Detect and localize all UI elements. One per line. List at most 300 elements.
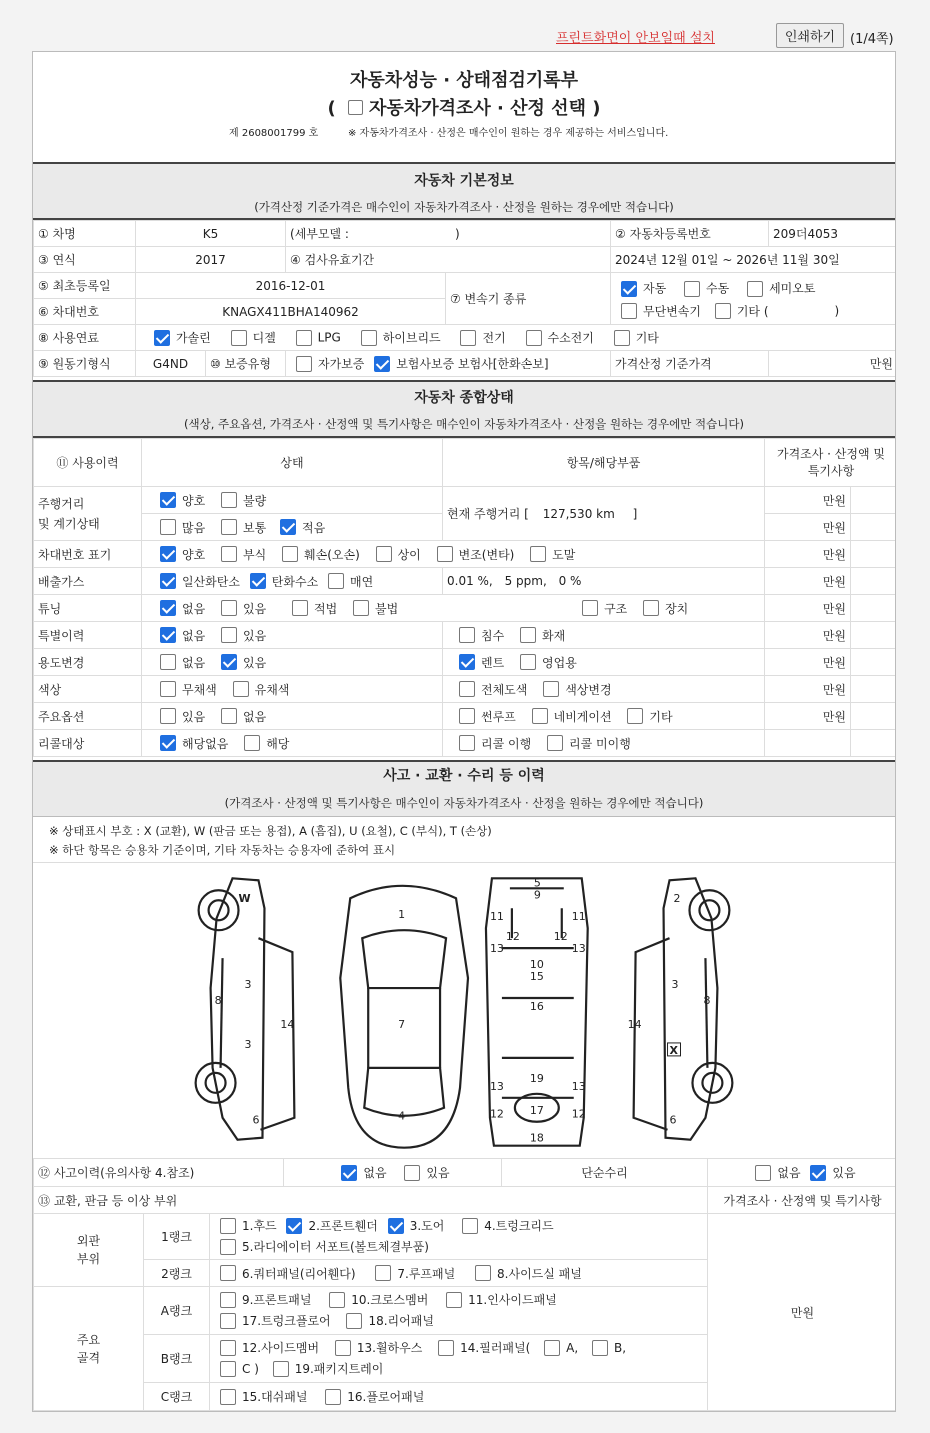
gas-ppm: 5 ppm, xyxy=(504,574,547,588)
tuning-unit: 만원 xyxy=(765,595,851,622)
tuning-illegal-checkbox[interactable] xyxy=(353,600,369,616)
parts-note: 가격조사 · 산정액 및 특기사항 xyxy=(708,1187,897,1214)
status-heading: 자동차 종합상태 xyxy=(414,390,514,406)
flood-label: 침수 xyxy=(481,628,505,643)
col-price xyxy=(765,439,897,487)
engine-label: ⑨ 원동기형식 xyxy=(34,351,136,377)
basic-heading: 자동차 기본정보 xyxy=(414,173,514,189)
name-label: ① 차명 xyxy=(34,221,136,247)
special-none-label: 없음 xyxy=(182,628,206,643)
mileage-value xyxy=(443,487,765,541)
usage-detail xyxy=(443,649,765,676)
trans-semi-label: 세미오토 xyxy=(769,281,816,296)
label-6-left: 6 xyxy=(252,1113,260,1127)
first-reg-label: ⑤ 최초등록일 xyxy=(34,273,136,299)
basic-info-table xyxy=(33,220,896,377)
mileage-normal-checkbox[interactable] xyxy=(221,519,237,535)
outer-b: 부위 xyxy=(76,1252,101,1266)
radiator-support-checkbox[interactable] xyxy=(220,1239,236,1255)
pillar-a-label: A, xyxy=(566,1340,579,1355)
fuel-lpg-label: LPG xyxy=(317,330,341,345)
warranty-self-label: 자가보증 xyxy=(318,357,365,371)
option-no-label: 없음 xyxy=(243,709,267,724)
mark-w: W xyxy=(238,892,251,906)
side-member-checkbox[interactable] xyxy=(220,1340,236,1356)
warranty-insurer-checkbox[interactable] xyxy=(374,356,390,372)
side-sill-checkbox[interactable] xyxy=(475,1265,491,1281)
usage-none-checkbox[interactable] xyxy=(160,654,176,670)
title-line2-text: 자동차가격조사 · 산정 선택 xyxy=(369,98,586,119)
pillar-panel-checkbox[interactable] xyxy=(438,1340,454,1356)
trans-cvt-label: 무단변속기 xyxy=(643,304,701,318)
tuning-options xyxy=(142,595,765,622)
option-yes-label: 있음 xyxy=(182,709,206,724)
recall-done-checkbox[interactable] xyxy=(459,735,475,751)
tuning-device-checkbox[interactable] xyxy=(643,600,659,616)
usage-options xyxy=(142,649,443,676)
label-5: 5 xyxy=(533,876,541,890)
frame-b: 골격 xyxy=(76,1350,101,1365)
paren-open: ( xyxy=(327,98,336,119)
reg-number: 209더4053 xyxy=(769,221,896,247)
print-bar xyxy=(30,20,896,50)
label-13-c: 13 xyxy=(489,1079,504,1093)
label-11-a: 11 xyxy=(489,910,504,924)
color-change-label: 색상변경 xyxy=(565,682,612,697)
detail-model xyxy=(286,221,611,247)
pillar-c-label: C ) xyxy=(242,1361,259,1376)
cross-member-checkbox[interactable] xyxy=(329,1292,345,1308)
mileage-bad-label: 불량 xyxy=(243,493,267,508)
trans-etc-close: ) xyxy=(834,304,840,318)
fuel-electric-label: 전기 xyxy=(482,331,506,345)
doc-title xyxy=(33,66,895,120)
label-19: 19 xyxy=(529,1071,544,1085)
front-panel-checkbox[interactable] xyxy=(220,1292,236,1308)
front-fender-label: 2.프론트휀더 xyxy=(308,1218,378,1233)
rank1-label: 1랭크 xyxy=(144,1214,210,1260)
divider xyxy=(33,862,895,863)
roof-panel-label: 7.루프패널 xyxy=(397,1266,456,1281)
col-price-b: 특기사항 xyxy=(807,463,855,478)
trans-auto-label: 자동 xyxy=(643,281,667,296)
rankA-options xyxy=(210,1287,708,1335)
doc-number: 제 2608001799 호 xyxy=(229,128,319,139)
accident-hist-label: ⑫ 사고이력(유의사항 4.참조) xyxy=(34,1159,284,1187)
chromatic-label: 유채색 xyxy=(254,682,290,697)
option-label: 주요옵션 xyxy=(34,703,142,730)
accident-heading: 사고 · 교환 · 수리 등 이력 xyxy=(383,768,545,784)
gas-hc-label: 탄화수소 xyxy=(271,574,319,589)
business-label: 영업용 xyxy=(542,655,577,670)
tuning-none-label: 없음 xyxy=(182,601,206,616)
trans-etc-checkbox[interactable] xyxy=(715,303,731,319)
status-header xyxy=(33,382,895,436)
label-10: 10 xyxy=(529,958,544,972)
usage-label: 용도변경 xyxy=(34,649,142,676)
option-options xyxy=(142,703,443,730)
doc-note: ※ 자동차가격조사 · 산정은 매수인이 원하는 경우 제공하는 서비스입니다. xyxy=(348,128,669,139)
label-13-d: 13 xyxy=(571,1079,586,1093)
inside-panel-label: 11.인사이드패널 xyxy=(468,1292,557,1307)
door-checkbox[interactable] xyxy=(388,1218,404,1234)
divider xyxy=(33,816,895,817)
first-reg: 2016-12-01 xyxy=(136,273,446,299)
recall-yes-checkbox[interactable] xyxy=(244,735,260,751)
tuning-struct-label: 구조 xyxy=(604,601,628,616)
special-options xyxy=(142,622,443,649)
car-diagram xyxy=(33,868,895,1158)
parts-price-unit: 만원 xyxy=(708,1214,897,1411)
mileage-unit-2: 만원 xyxy=(765,514,851,541)
trans-cvt-checkbox[interactable] xyxy=(621,303,637,319)
fuel-hybrid-checkbox[interactable] xyxy=(361,330,377,346)
rent-checkbox[interactable] xyxy=(459,654,475,670)
car-top-body xyxy=(340,886,468,1148)
color-detail xyxy=(443,676,765,703)
fuel-gasoline-checkbox[interactable] xyxy=(154,330,170,346)
fuel-diesel-checkbox[interactable] xyxy=(231,330,247,346)
vin-damage-checkbox[interactable] xyxy=(282,546,298,562)
mileage-amount xyxy=(142,514,443,541)
label-3-left-a: 3 xyxy=(244,978,252,992)
label-12-d: 12 xyxy=(571,1107,586,1121)
tuning-yes-checkbox[interactable] xyxy=(221,600,237,616)
vin-rust-checkbox[interactable] xyxy=(221,546,237,562)
car-top-windshield xyxy=(362,930,446,988)
fire-checkbox[interactable] xyxy=(520,627,536,643)
mileage-good-checkbox[interactable] xyxy=(160,492,176,508)
option-yes-checkbox[interactable] xyxy=(160,708,176,724)
mark-x: X xyxy=(669,1043,678,1057)
vin-good-checkbox[interactable] xyxy=(160,546,176,562)
car-right-side-sill xyxy=(705,958,707,1068)
legend-basis: ※ 하단 항목은 승용차 기준이며, 기타 자동차는 승용자에 준하여 표시 xyxy=(49,843,396,857)
recall-label: 리콜대상 xyxy=(34,730,142,757)
pillar-panel-label: 14.필러패널( xyxy=(460,1340,531,1355)
label-1: 1 xyxy=(398,908,406,922)
fuel-hydrogen-checkbox[interactable] xyxy=(526,330,542,346)
option-no-checkbox[interactable] xyxy=(221,708,237,724)
inspection-record xyxy=(32,51,896,1412)
detail-model-label: (세부모델 : xyxy=(290,227,349,241)
vin-diff-checkbox[interactable] xyxy=(376,546,392,562)
special-detail xyxy=(443,622,765,649)
side-member-label: 12.사이드멤버 xyxy=(242,1340,320,1355)
vin-label: ⑥ 차대번호 xyxy=(34,299,136,325)
car-left-side-sill xyxy=(221,958,223,1068)
mileage-many-label: 많음 xyxy=(182,520,206,535)
gas-unit: 만원 xyxy=(765,568,851,595)
fuel-etc-checkbox[interactable] xyxy=(614,330,630,346)
front-panel-label: 9.프론트패널 xyxy=(242,1292,312,1307)
fuel-options xyxy=(136,325,897,351)
year-label: ③ 연식 xyxy=(34,247,136,273)
tuning-struct-checkbox[interactable] xyxy=(582,600,598,616)
car-right-front-hub xyxy=(699,900,719,920)
col-items: 항목/해당부품 xyxy=(443,439,765,487)
accident-yes-label: 있음 xyxy=(426,1166,450,1180)
frame-a: 주요 xyxy=(76,1332,101,1347)
usage-yes-checkbox[interactable] xyxy=(221,654,237,670)
tuning-legal-label: 적법 xyxy=(314,601,338,616)
label-8-right: 8 xyxy=(703,994,711,1008)
mileage-low-label: 적음 xyxy=(302,520,326,535)
special-yes-label: 있음 xyxy=(243,628,267,643)
warranty-label: ⑩ 보증유형 xyxy=(206,351,286,377)
quarter-panel-checkbox[interactable] xyxy=(220,1265,236,1281)
gas-hc-checkbox[interactable] xyxy=(250,573,266,589)
accident-none-checkbox[interactable] xyxy=(341,1165,357,1181)
price-survey-checkbox[interactable] xyxy=(348,100,363,115)
warranty-self-checkbox[interactable] xyxy=(296,356,312,372)
floor-panel-label: 16.플로어패널 xyxy=(347,1390,425,1404)
trans-semi-checkbox[interactable] xyxy=(747,281,763,297)
sunroof-checkbox[interactable] xyxy=(459,708,475,724)
main-frame-label xyxy=(34,1287,144,1411)
rankA-label: A랭크 xyxy=(144,1287,210,1335)
trunk-floor-label: 17.트렁크플로어 xyxy=(242,1313,331,1328)
achromatic-checkbox[interactable] xyxy=(160,681,176,697)
label-6-right: 6 xyxy=(669,1113,677,1127)
mileage-low-checkbox[interactable] xyxy=(280,519,296,535)
detail-close: ) xyxy=(454,227,460,241)
label-16: 16 xyxy=(529,1000,544,1014)
label-3-right: 3 xyxy=(671,978,679,992)
rear-panel-label: 18.리어패널 xyxy=(368,1313,434,1328)
mileage: 127,530 km xyxy=(542,507,615,521)
print-install-link[interactable]: 프린트화면이 안보일때 설치 xyxy=(556,31,715,46)
simple-none-label: 없음 xyxy=(777,1166,801,1180)
gas-options xyxy=(142,568,443,595)
rankB-label: B랭크 xyxy=(144,1335,210,1383)
mileage-bad-checkbox[interactable] xyxy=(221,492,237,508)
simple-yes-checkbox[interactable] xyxy=(810,1165,826,1181)
label-15: 15 xyxy=(529,970,544,984)
mileage-close: ] xyxy=(632,507,638,521)
rankB-options xyxy=(210,1335,708,1383)
insp-period: 2024년 12월 01일 ~ 2026년 11월 30일 xyxy=(611,247,896,273)
print-button[interactable]: 인쇄하기 xyxy=(776,23,844,48)
warranty-options xyxy=(286,351,611,377)
dash-panel-checkbox[interactable] xyxy=(220,1389,236,1405)
recall-notdone-label: 리콜 미이행 xyxy=(569,736,631,751)
vin-mark-options xyxy=(142,541,765,568)
rear-panel-checkbox[interactable] xyxy=(346,1313,362,1329)
roof-panel-checkbox[interactable] xyxy=(375,1265,391,1281)
label-7: 7 xyxy=(398,1017,406,1031)
trans-options xyxy=(611,273,896,325)
label-4: 4 xyxy=(398,1109,406,1123)
color-unit: 만원 xyxy=(765,676,851,703)
option-unit: 만원 xyxy=(765,703,851,730)
option-etc-checkbox[interactable] xyxy=(627,708,643,724)
car-left-front-hub xyxy=(209,900,229,920)
rankC-options xyxy=(210,1383,708,1411)
pillar-b-checkbox[interactable] xyxy=(592,1340,608,1356)
color-label: 색상 xyxy=(34,676,142,703)
vin-altered-label: 변조(변타) xyxy=(458,547,515,562)
navigation-checkbox[interactable] xyxy=(532,708,548,724)
car-top-rear-window xyxy=(364,1068,444,1116)
recall-yes-label: 해당 xyxy=(266,736,290,751)
vin-smeared-label: 도말 xyxy=(552,547,576,562)
trans-etc-label: 기타 ( xyxy=(736,304,769,318)
status-table xyxy=(33,438,896,757)
simple-yes-label: 있음 xyxy=(832,1166,856,1180)
color-options xyxy=(142,676,443,703)
fuel-hydrogen-label: 수소전기 xyxy=(547,331,594,345)
gas-smoke-label: 매연 xyxy=(350,574,374,589)
accident-none-label: 없음 xyxy=(363,1166,387,1180)
reg-label: ② 자동차등록번호 xyxy=(611,221,769,247)
trans-label: ⑦ 변속기 종류 xyxy=(446,273,611,325)
legend-symbols: ※ 상태표시 부호 : X (교환), W (판금 또는 용접), A (흠집), U (요철), C (부식), T (손상) xyxy=(49,824,492,838)
mileage-normal-label: 보통 xyxy=(243,520,267,535)
mileage-label-b: 및 계기상태 xyxy=(38,516,100,531)
simple-repair-options xyxy=(708,1159,897,1187)
fuel-label: ⑧ 사용연료 xyxy=(34,325,136,351)
tuning-illegal-label: 불법 xyxy=(375,601,399,616)
front-fender-checkbox[interactable] xyxy=(286,1218,302,1234)
gas-values xyxy=(443,568,765,595)
tuning-device-label: 장치 xyxy=(665,601,689,616)
gas-co-checkbox[interactable] xyxy=(160,573,176,589)
fuel-etc-label: 기타 xyxy=(635,331,659,345)
package-tray-checkbox[interactable] xyxy=(273,1361,289,1377)
rankC-label: C랭크 xyxy=(144,1383,210,1411)
fire-label: 화재 xyxy=(542,628,566,643)
recall-na-label: 해당없음 xyxy=(182,736,229,751)
side-sill-label: 8.사이드실 패널 xyxy=(497,1266,582,1281)
vin-smeared-checkbox[interactable] xyxy=(530,546,546,562)
mileage-unit-1: 만원 xyxy=(765,487,851,514)
rent-label: 렌트 xyxy=(481,655,505,670)
page-indicator: (1/4쪽) xyxy=(850,32,894,47)
simple-none-checkbox[interactable] xyxy=(755,1165,771,1181)
car-left-front-wheel xyxy=(199,890,239,930)
achromatic-label: 무채색 xyxy=(182,682,217,697)
trans-manual-checkbox[interactable] xyxy=(684,281,700,297)
fuel-electric-checkbox[interactable] xyxy=(460,330,476,346)
vin-mark-label: 차대번호 표기 xyxy=(34,541,142,568)
chromatic-checkbox[interactable] xyxy=(233,681,249,697)
warranty-insurer-label: 보험사보증 보험사[한화손보] xyxy=(396,357,549,371)
vin-good-label: 양호 xyxy=(182,547,206,562)
label-11-b: 11 xyxy=(571,910,586,924)
label-9: 9 xyxy=(533,888,541,902)
label-13-a: 13 xyxy=(489,942,504,956)
pillar-a-checkbox[interactable] xyxy=(544,1340,560,1356)
car-right-front-wheel xyxy=(689,890,729,930)
label-12-b: 12 xyxy=(553,930,568,944)
basic-header xyxy=(33,164,895,218)
flood-checkbox[interactable] xyxy=(459,627,475,643)
business-checkbox[interactable] xyxy=(520,654,536,670)
gas-co-label: 일산화탄소 xyxy=(182,574,240,589)
vin-diff-label: 상이 xyxy=(397,547,421,562)
recall-detail xyxy=(443,730,765,757)
vin-altered-checkbox[interactable] xyxy=(437,546,453,562)
mileage-text: 현재 주행거리 [ xyxy=(447,507,529,521)
cross-member-label: 10.크로스멤버 xyxy=(351,1292,429,1307)
gas-smoke-checkbox[interactable] xyxy=(328,573,344,589)
usage-yes-label: 있음 xyxy=(243,655,267,670)
fuel-hybrid-label: 하이브리드 xyxy=(382,331,441,345)
price-label: 가격산정 기준가격 xyxy=(611,351,769,377)
color-change-checkbox[interactable] xyxy=(543,681,559,697)
hood-label: 1.후드 xyxy=(242,1218,277,1233)
vin-unit: 만원 xyxy=(765,541,851,568)
tuning-legal-checkbox[interactable] xyxy=(292,600,308,616)
mileage-good-label: 양호 xyxy=(182,493,206,508)
gas-label: 배출가스 xyxy=(34,568,142,595)
accident-yes-checkbox[interactable] xyxy=(404,1165,420,1181)
navigation-label: 네비게이션 xyxy=(553,709,612,724)
pillar-c-checkbox[interactable] xyxy=(220,1361,236,1377)
accident-header xyxy=(33,762,895,816)
legend xyxy=(49,822,492,860)
mileage-label xyxy=(34,487,142,541)
recall-notdone-checkbox[interactable] xyxy=(547,735,563,751)
label-13-b: 13 xyxy=(571,942,586,956)
price-unit: 만원 xyxy=(769,351,896,377)
outer-panel-label xyxy=(34,1214,144,1287)
inside-panel-checkbox[interactable] xyxy=(446,1292,462,1308)
year: 2017 xyxy=(136,247,286,273)
recall-na-checkbox[interactable] xyxy=(160,735,176,751)
option-detail xyxy=(443,703,765,730)
parts-label: ⑬ 교환, 판금 등 이상 부위 xyxy=(34,1187,708,1214)
full-paint-checkbox[interactable] xyxy=(459,681,475,697)
rank2-options xyxy=(210,1260,708,1287)
tuning-none-checkbox[interactable] xyxy=(160,600,176,616)
usage-unit: 만원 xyxy=(765,649,851,676)
vin-damage-label: 훼손(오손) xyxy=(304,547,360,562)
label-8-left: 8 xyxy=(214,994,222,1008)
tuning-yes-label: 있음 xyxy=(243,601,267,616)
full-paint-label: 전체도색 xyxy=(481,682,528,697)
gas-smoke-val: 0 % xyxy=(558,574,582,588)
recall-options xyxy=(142,730,443,757)
label-12-a: 12 xyxy=(505,930,520,944)
quarter-panel-label: 6.쿼터패널(리어휀다) xyxy=(242,1266,356,1281)
mileage-many-checkbox[interactable] xyxy=(160,519,176,535)
mileage-label-a: 주행거리 xyxy=(38,496,85,511)
trunk-floor-checkbox[interactable] xyxy=(220,1313,236,1329)
trans-auto-checkbox[interactable] xyxy=(621,281,637,297)
package-tray-label: 19.패키지트레이 xyxy=(294,1361,384,1376)
radiator-support-label: 5.라디에이터 서포트(볼트체결부품) xyxy=(242,1239,429,1254)
wheel-house-checkbox[interactable] xyxy=(335,1340,351,1356)
special-none-checkbox[interactable] xyxy=(160,627,176,643)
trans-manual-label: 수동 xyxy=(706,281,730,296)
special-yes-checkbox[interactable] xyxy=(221,627,237,643)
fuel-gasoline-label: 가솔린 xyxy=(176,331,211,345)
dash-panel-label: 15.대쉬패널 xyxy=(242,1390,308,1404)
fuel-diesel-label: 디젤 xyxy=(252,331,276,345)
tuning-label: 튜닝 xyxy=(34,595,142,622)
title-line2 xyxy=(33,94,895,120)
basic-note: (가격산정 기준가격은 매수인이 자동차가격조사 · 산정을 원하는 경우에만 적습니다) xyxy=(254,200,674,214)
col-usage: ⑪ 사용이력 xyxy=(34,439,142,487)
col-price-a: 가격조사 · 산정액 및 xyxy=(777,446,885,461)
floor-panel-checkbox[interactable] xyxy=(325,1389,341,1405)
trunk-lid-checkbox[interactable] xyxy=(462,1218,478,1234)
hood-checkbox[interactable] xyxy=(220,1218,236,1234)
rank1-options xyxy=(210,1214,708,1260)
fuel-lpg-checkbox[interactable] xyxy=(296,330,312,346)
